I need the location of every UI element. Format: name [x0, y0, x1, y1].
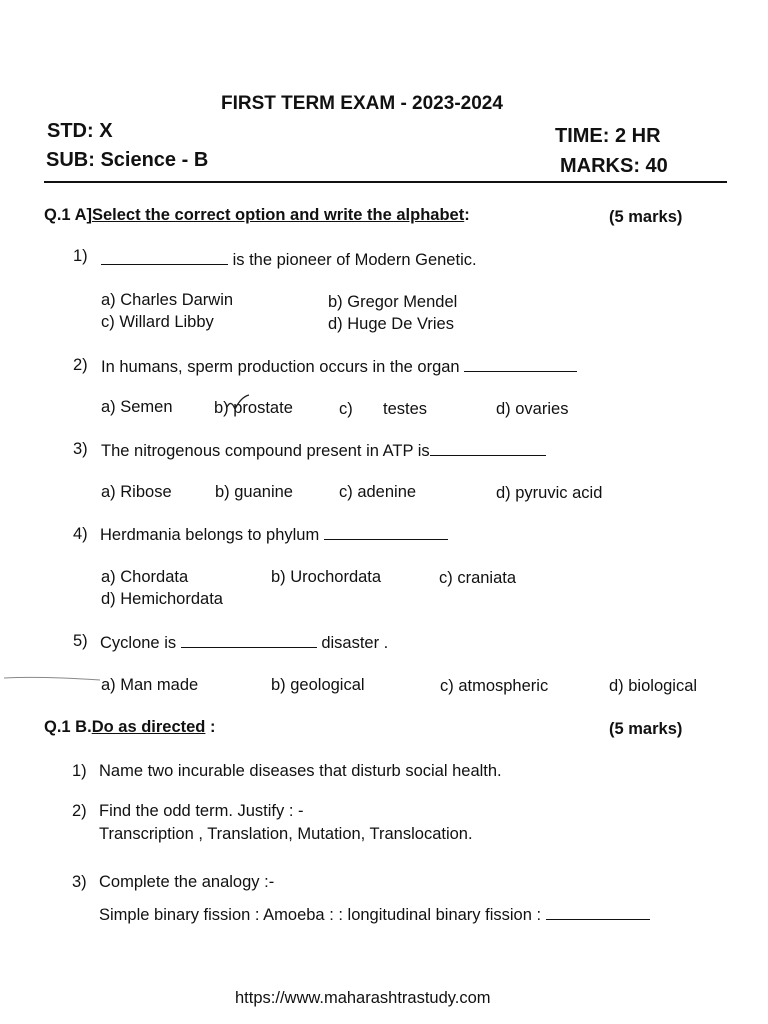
option: b) prostate [214, 399, 293, 417]
option: d) ovaries [496, 400, 569, 418]
question-number: 1) [73, 247, 88, 265]
option: a) Chordata [101, 568, 189, 586]
analogy-text: Simple binary fission : Amoeba : : longitudinal binary fission : [99, 906, 542, 924]
option: c) adenine [339, 483, 417, 501]
question-text [101, 250, 477, 270]
option: a) Man made [101, 676, 199, 694]
option: b) geological [271, 676, 365, 694]
option: d) Hemichordata [101, 590, 223, 608]
question-text: Complete the analogy :- [99, 873, 275, 891]
question-text-line2 [99, 905, 650, 925]
question-number: 2) [72, 802, 87, 820]
question-stem: In humans, sperm production occurs in the organ [101, 358, 460, 376]
answer-blank [464, 357, 577, 372]
section-b-heading [44, 718, 216, 737]
question-text: Name two incurable diseases that disturb social health. [99, 762, 502, 780]
question-text-line2: Transcription , Translation, Mutation, Translocation. [99, 825, 473, 843]
question-stem: Herdmania belongs to phylum [100, 526, 320, 544]
answer-blank [181, 633, 317, 648]
section-a-prefix: Q.1 A] [44, 206, 92, 224]
option: b) Urochordata [271, 568, 382, 586]
question-number: 5) [73, 632, 88, 650]
header-divider [44, 181, 727, 183]
question-text [101, 357, 577, 377]
section-a-heading [44, 206, 470, 225]
section-b-title: Do as directed [91, 718, 206, 736]
question-stem: is the pioneer of Modern Genetic. [232, 251, 477, 269]
option: d) Huge De Vries [328, 315, 454, 333]
option: b) Gregor Mendel [328, 293, 458, 311]
footer-url: https://www.maharashtrastudy.com [235, 989, 491, 1007]
check-mark-icon [225, 393, 251, 413]
option: a) Semen [101, 398, 173, 416]
marks-label: MARKS: 40 [560, 155, 668, 177]
question-stem: Cyclone is [100, 634, 177, 652]
question-text [101, 441, 546, 461]
answer-blank [546, 905, 650, 920]
option: b) guanine [215, 483, 293, 501]
option: testes [383, 400, 428, 418]
option: a) Charles Darwin [101, 291, 234, 309]
option: c) [339, 400, 353, 418]
option: c) atmospheric [440, 677, 549, 695]
section-a-marks: (5 marks) [609, 208, 683, 226]
answer-blank [324, 525, 448, 540]
option: d) pyruvic acid [496, 484, 603, 502]
question-number: 3) [73, 440, 88, 458]
section-a-title: Select the correct option and write the alphabet [91, 206, 465, 224]
time-label: TIME: 2 HR [555, 125, 661, 147]
option: c) craniata [439, 569, 517, 587]
question-text: Find the odd term. Justify : - [99, 802, 304, 820]
option: d) biological [609, 677, 698, 695]
question-stem: The nitrogenous compound present in ATP is [101, 442, 430, 460]
question-text [100, 633, 388, 653]
question-text [100, 525, 448, 545]
section-b-colon: : [210, 718, 216, 736]
section-b-marks: (5 marks) [609, 720, 683, 738]
subject-label: SUB: Science - B [46, 149, 209, 171]
pen-stroke-mark [0, 672, 110, 684]
question-number: 3) [72, 873, 87, 891]
question-number: 2) [73, 356, 88, 374]
question-number: 1) [72, 762, 87, 780]
section-b-prefix: Q.1 B. [44, 718, 92, 736]
std-label: STD: X [47, 120, 113, 142]
option: a) Ribose [101, 483, 172, 501]
question-stem-end: disaster . [321, 634, 389, 652]
exam-title: FIRST TERM EXAM - 2023-2024 [221, 93, 503, 114]
section-a-colon: : [464, 206, 470, 224]
option: c) Willard Libby [101, 313, 214, 331]
answer-blank [430, 441, 546, 456]
answer-blank [101, 250, 228, 265]
question-number: 4) [73, 525, 88, 543]
